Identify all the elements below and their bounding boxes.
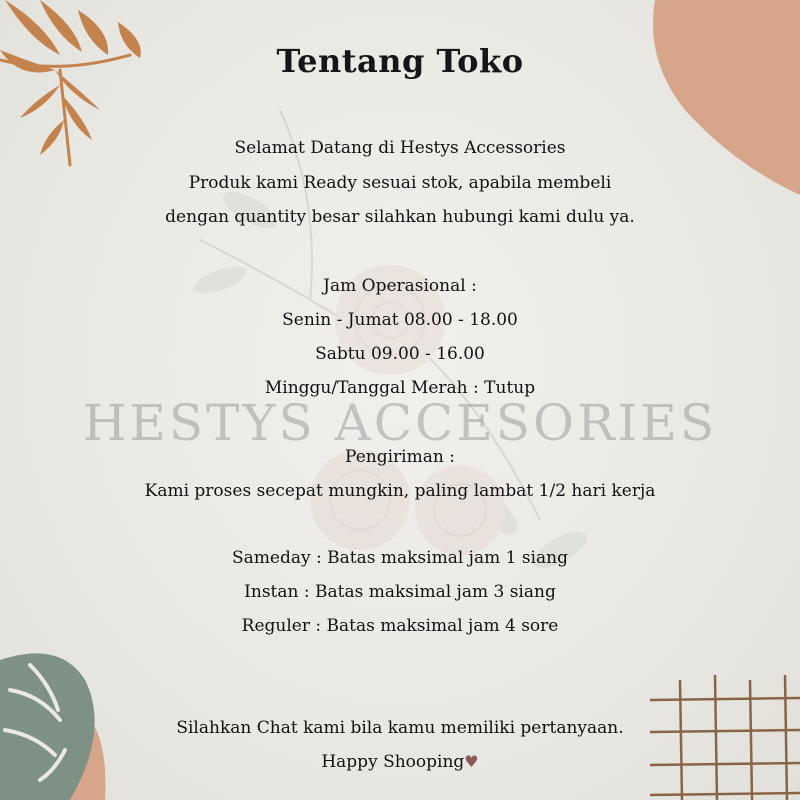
intro-line: Selamat Datang di Hestys Accessories xyxy=(234,138,566,158)
shipping-option: Reguler : Batas maksimal jam 4 sore xyxy=(241,616,559,636)
intro-line: dengan quantity besar silahkan hubungi kami dulu ya. xyxy=(165,207,635,227)
hours-item: Senin - Jumat 08.00 - 18.00 xyxy=(282,310,518,330)
hours-heading: Jam Operasional : xyxy=(323,276,477,296)
greeting-text: Happy Shooping xyxy=(321,752,465,772)
floral-background-icon xyxy=(160,80,640,600)
shipping-note: Kami proses secepat mungkin, paling lambat 1/2 hari kerja xyxy=(144,481,656,501)
shipping-heading: Pengiriman : xyxy=(345,447,455,467)
brand-watermark: HESTYS ACCESORIES xyxy=(82,394,718,452)
hours-item: Minggu/Tanggal Merah : Tutup xyxy=(264,378,536,398)
page-title: Tentang Toko xyxy=(276,42,524,80)
shipping-option: Sameday : Batas maksimal jam 1 siang xyxy=(232,548,568,568)
hours-item: Sabtu 09.00 - 16.00 xyxy=(315,344,485,364)
intro-line: Produk kami Ready sesuai stok, apabila membeli xyxy=(188,173,612,193)
closing-message: Silahkan Chat kami bila kamu memiliki pertanyaan. xyxy=(176,718,624,738)
shipping-option: Instan : Batas maksimal jam 3 siang xyxy=(244,582,556,602)
peach-blob-shape xyxy=(640,0,800,200)
closing-greeting xyxy=(0,752,800,772)
heart-icon: ♥ xyxy=(464,752,479,771)
